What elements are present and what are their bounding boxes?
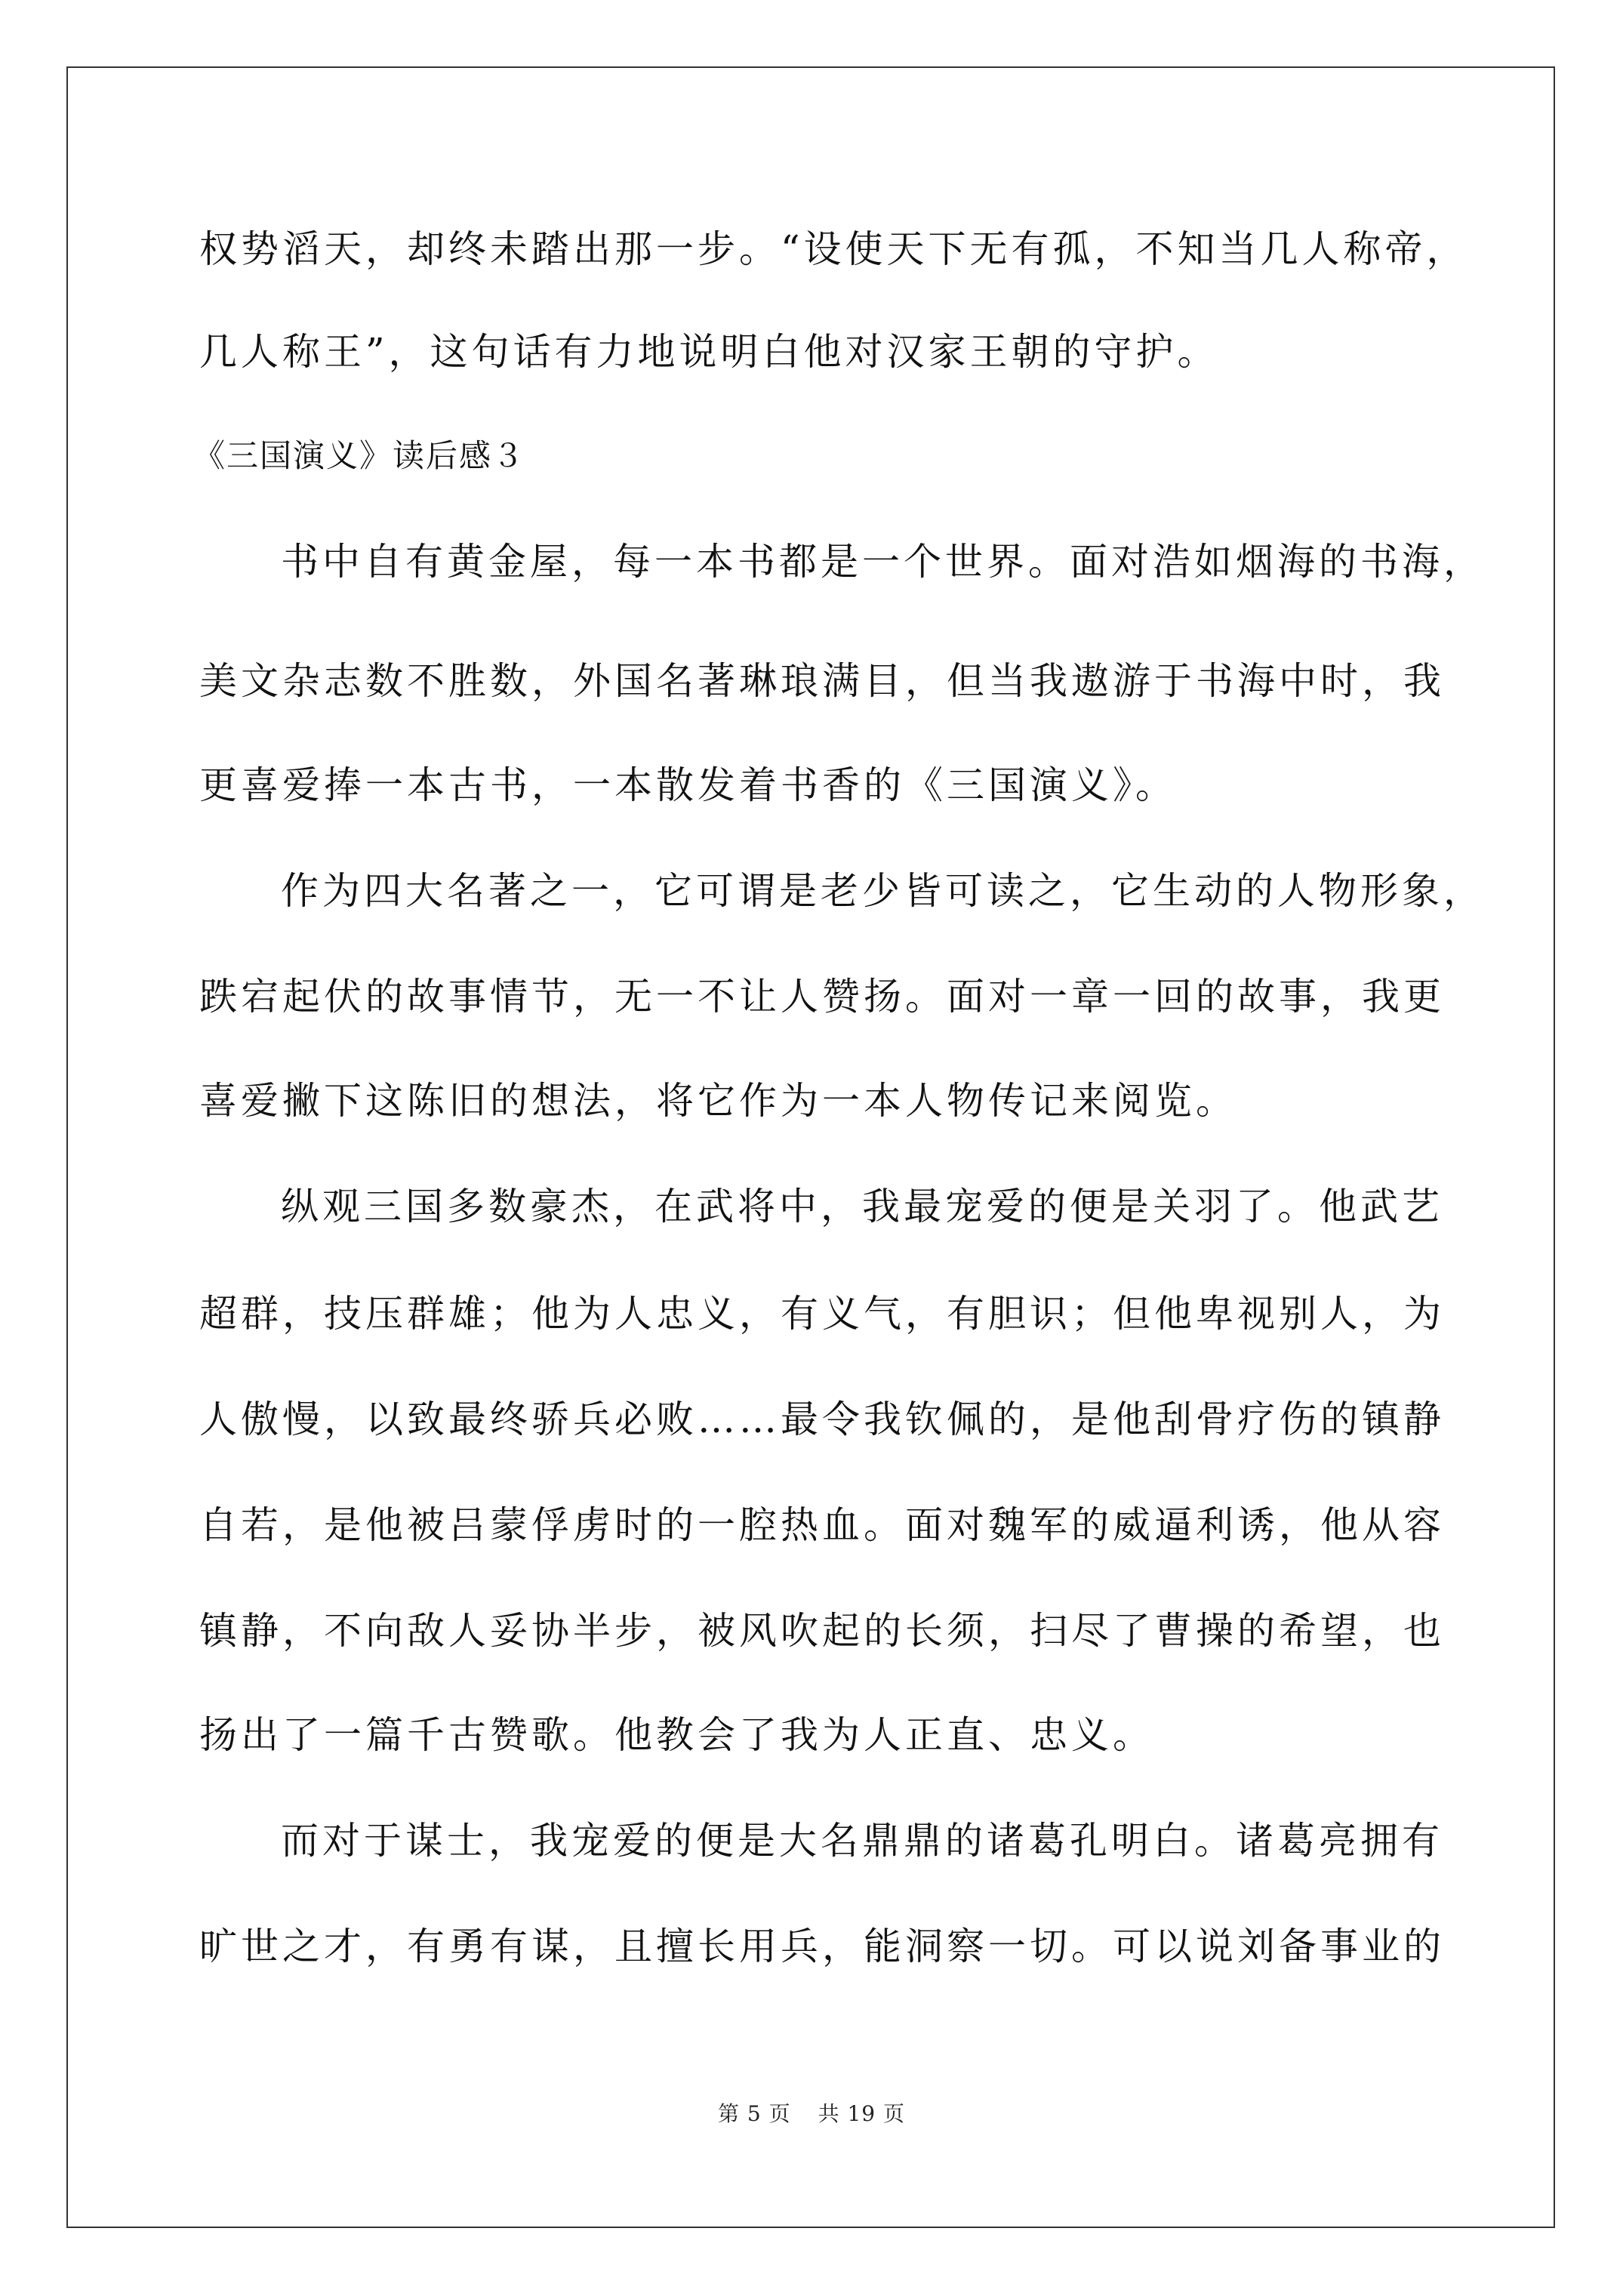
section-heading: 《三国演义》读后感３ — [193, 437, 526, 474]
body-line: 超群，技压群雄；他为人忠义，有义气，有胆识；但他卑视别人，为 — [199, 1292, 1445, 1336]
body-line: 作为四大名著之一，它可谓是老少皆可读之，它生动的人物形象， — [281, 869, 1485, 913]
body-line: 书中自有黄金屋，每一本书都是一个世界。面对浩如烟海的书海， — [281, 540, 1485, 584]
body-line: 更喜爱捧一本古书，一本散发着书香的《三国演义》。 — [199, 763, 1177, 807]
body-line: 镇静，不向敌人妥协半步，被风吹起的长须，扫尽了曹操的希望，也 — [199, 1609, 1445, 1653]
body-line: 自若，是他被吕蒙俘虏时的一腔热血。面对魏军的威逼利诱，他从容 — [199, 1503, 1445, 1547]
body-line: 纵观三国多数豪杰，在武将中，我最宠爱的便是关羽了。他武艺 — [281, 1185, 1443, 1228]
body-line: 喜爱撇下这陈旧的想法，将它作为一本人物传记来阅览。 — [199, 1079, 1237, 1123]
page-footer — [0, 2100, 1623, 2128]
page-total: 共 19 页 — [818, 2101, 906, 2126]
page-border — [66, 66, 1555, 2228]
body-line: 跌宕起伏的故事情节，无一不让人赞扬。面对一章一回的故事，我更 — [199, 975, 1445, 1019]
page-number: 第 5 页 — [717, 2101, 791, 2126]
body-line: 权势滔天，却终未踏出那一步。“设使天下无有孤，不知当几人称帝， — [199, 227, 1468, 271]
body-line: 几人称王”，这句话有力地说明白他对汉家王朝的守护。 — [199, 330, 1219, 374]
body-line: 美文杂志数不胜数，外国名著琳琅满目，但当我遨游于书海中时，我 — [199, 659, 1445, 703]
body-line: 旷世之才，有勇有谋，且擅长用兵，能洞察一切。可以说刘备事业的 — [199, 1925, 1445, 1968]
body-line: 人傲慢，以致最终骄兵必败……最令我钦佩的，是他刮骨疗伤的镇静 — [199, 1398, 1445, 1441]
body-line: 而对于谋士，我宠爱的便是大名鼎鼎的诸葛孔明白。诸葛亮拥有 — [281, 1819, 1443, 1863]
body-line: 扬出了一篇千古赞歌。他教会了我为人正直、忠义。 — [199, 1713, 1154, 1757]
